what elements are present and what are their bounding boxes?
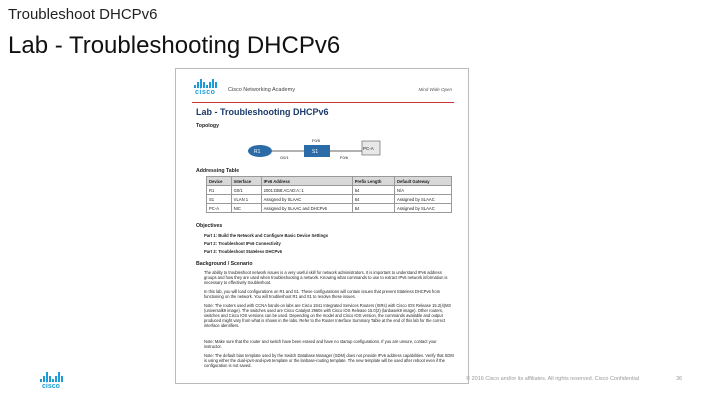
paragraph: In this lab, you will load configurations on R1 and S1. These configurations will contain issues that prevent Stateless DHCPv6 from functioning on the network. You will troubleshoot R1 and S1 to resolve these issues.	[204, 289, 441, 299]
table-header: Prefix Length	[352, 177, 394, 186]
svg-text:S1: S1	[312, 149, 319, 155]
paragraph: Note: The routers used with CCNA hands-on labs are Cisco 1941 Integrated Services Routers (ISRs) with Cisco IOS Release 15.2(4)M3 (universalk9 image). The switches used are Cisco Catalyst 2960s with Cisco IOS Release 15.0(2) (lanbasek9 image). Other routers, switches and Cisco IOS versions can be used. Depending on the model and Cisco IOS version, the commands available and output produced might vary from what is shown in the labs. Refer to the Router Interface Summary Table at the end of this lab for the correct interface identifiers.	[204, 303, 451, 328]
svg-text:F0/5: F0/5	[312, 138, 321, 143]
addressing-heading: Addressing Table	[196, 168, 240, 174]
table-row: PC-A NIC Assigned by SLAAC and DHCPv6 64 Assigned by SLAAC	[207, 204, 452, 213]
svg-text:R1: R1	[254, 149, 261, 155]
academy-motto: Mind Wide Open	[418, 87, 452, 92]
objective-item: Part 3: Troubleshoot Stateless DHCPv6	[204, 249, 282, 254]
table-header: Device	[207, 177, 232, 186]
copyright-text: © 2016 Cisco and/or its affiliates. All rights reserved. Cisco Confidential	[466, 376, 640, 382]
doc-header	[188, 77, 458, 99]
table-header: Default Gateway	[395, 177, 452, 186]
table-row: S1 VLAN 1 Assigned by SLAAC 64 Assigned by SLAAC	[207, 195, 452, 204]
lab-document-image	[175, 68, 469, 384]
svg-text:F0/6: F0/6	[340, 155, 349, 160]
topology-diagram	[246, 133, 386, 167]
svg-text:G0/1: G0/1	[280, 155, 289, 160]
svg-text:PC-A: PC-A	[363, 146, 374, 151]
paragraph: Note: Make sure that the router and switch have been erased and have no startup configurations. If you are unsure, contact your instructor.	[204, 339, 437, 349]
cisco-logo: cisco	[194, 77, 218, 99]
doc-title: Lab - Troubleshooting DHCPv6	[196, 107, 329, 117]
topology-heading: Topology	[196, 123, 219, 129]
page-title: Lab - Troubleshooting DHCPv6	[8, 32, 341, 59]
table-row: R1 G0/1 2001:DB8:ACAD:A::1 64 N/A	[207, 186, 452, 195]
objective-item: Part 1: Build the Network and Configure Basic Device Settings	[204, 233, 329, 238]
addressing-table	[206, 176, 452, 213]
table-header: Interface	[231, 177, 261, 186]
objectives-heading: Objectives	[196, 223, 223, 229]
table-header: IPv6 Address	[261, 177, 352, 186]
page-number: 36	[676, 376, 683, 382]
section-label: Troubleshoot DHCPv6	[8, 6, 158, 23]
header-divider	[192, 102, 454, 103]
background-heading: Background / Scenario	[196, 261, 253, 267]
paragraph: Note: The default bias template used by the Switch Database Manager (SDM) does not provide IPv6 address capabilities. Verify that SDM is using either the dual-ipv4-and-ipv6 template or the lanbase-routing template. The new template will be used after reboot even if the configuration is not saved.	[204, 353, 454, 368]
cisco-footer-logo: cisco	[40, 372, 66, 392]
paragraph: The ability to troubleshoot network issues is a very useful skill for network administrators. It is important to understand IPv6 address groups and how they are used when troubleshooting a network. Knowing what commands to use to extract IPv6 network information is necessary to effectively troubleshoot.	[204, 270, 448, 285]
objective-item: Part 2: Troubleshoot IPv6 Connectivity	[204, 241, 281, 246]
academy-name: Cisco Networking Academy	[228, 87, 295, 93]
